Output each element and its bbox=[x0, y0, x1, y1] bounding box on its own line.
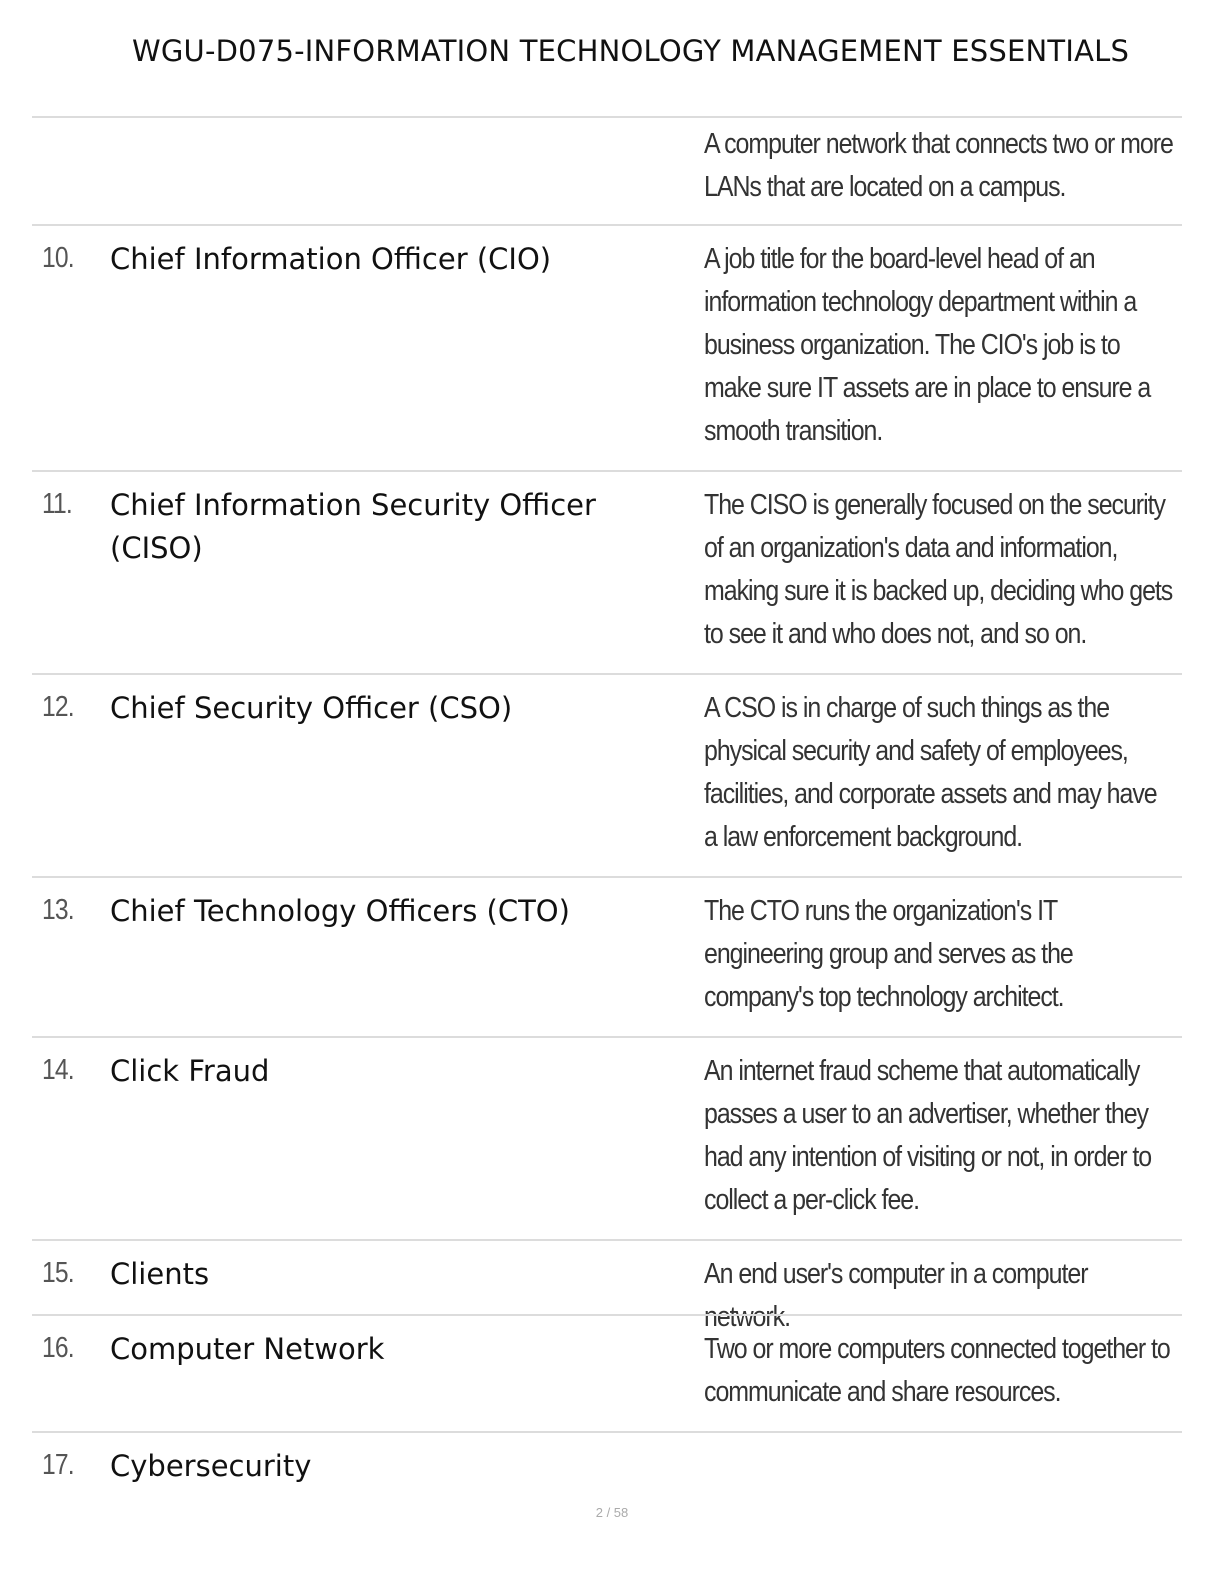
document-title: WGU-D075-INFORMATION TECHNOLOGY MANAGEMENT ESSENTIALS bbox=[132, 34, 1130, 68]
glossary-row-ciso bbox=[32, 470, 1182, 673]
definition-text: A job title for the board-level head of an information technology department within a business organization. The CIO's job is to make sure IT assets are in place to ensure a smooth transition. bbox=[704, 243, 1151, 447]
definition-text: A computer network that connects two or more LANs that are located on a campus. bbox=[704, 128, 1173, 203]
term-text: Computer Network bbox=[110, 1332, 385, 1366]
term-text: Click Fraud bbox=[110, 1054, 270, 1088]
term-text: Chief Information Security Officer (CISO) bbox=[110, 488, 596, 565]
term-number: 15. bbox=[42, 1257, 74, 1289]
definition-text: An end user's computer in a computer network. bbox=[704, 1258, 1088, 1333]
term-text: Cybersecurity bbox=[110, 1449, 312, 1483]
term-text: Chief Security Officer (CSO) bbox=[110, 691, 513, 725]
definition-text: The CTO runs the organization's IT engineering group and serves as the company's top technology architect. bbox=[704, 895, 1073, 1013]
term-number: 10. bbox=[42, 242, 74, 274]
term-text: Chief Technology Officers (CTO) bbox=[110, 894, 570, 928]
term-number: 11. bbox=[42, 488, 72, 520]
term-text: Chief Information Officer (CIO) bbox=[110, 242, 552, 276]
term-number: 16. bbox=[42, 1332, 74, 1364]
glossary-table bbox=[32, 116, 1182, 1501]
page-number: 2 / 58 bbox=[595, 1505, 629, 1520]
glossary-row-continued bbox=[32, 116, 1182, 224]
definition-text: The CISO is generally focused on the security of an organization's data and information, making sure it is backed up, deciding who gets to see it and who does not, and so on. bbox=[704, 489, 1173, 650]
term-number: 14. bbox=[42, 1054, 74, 1086]
term-text: Clients bbox=[110, 1257, 210, 1291]
definition-text: Two or more computers connected together to communicate and share resources. bbox=[704, 1333, 1170, 1408]
glossary-row-cso bbox=[32, 673, 1182, 876]
glossary-row-cybersecurity bbox=[32, 1431, 1182, 1501]
glossary-row-clients bbox=[32, 1239, 1182, 1333]
glossary-row-cto bbox=[32, 876, 1182, 1036]
definition-text: A CSO is in charge of such things as the physical security and safety of employees, facilities, and corporate assets and may have a law enforcement background. bbox=[704, 692, 1157, 853]
glossary-row-cio bbox=[32, 224, 1182, 470]
glossary-row-click-fraud bbox=[32, 1036, 1182, 1239]
term-number: 12. bbox=[42, 691, 74, 723]
term-number: 13. bbox=[42, 894, 74, 926]
definition-text: An internet fraud scheme that automatically passes a user to an advertiser, whether they had any intention of visiting or not, in order to collect a per-click fee. bbox=[704, 1055, 1152, 1216]
term-number: 17. bbox=[42, 1449, 74, 1481]
glossary-row-computer-network bbox=[32, 1314, 1182, 1431]
